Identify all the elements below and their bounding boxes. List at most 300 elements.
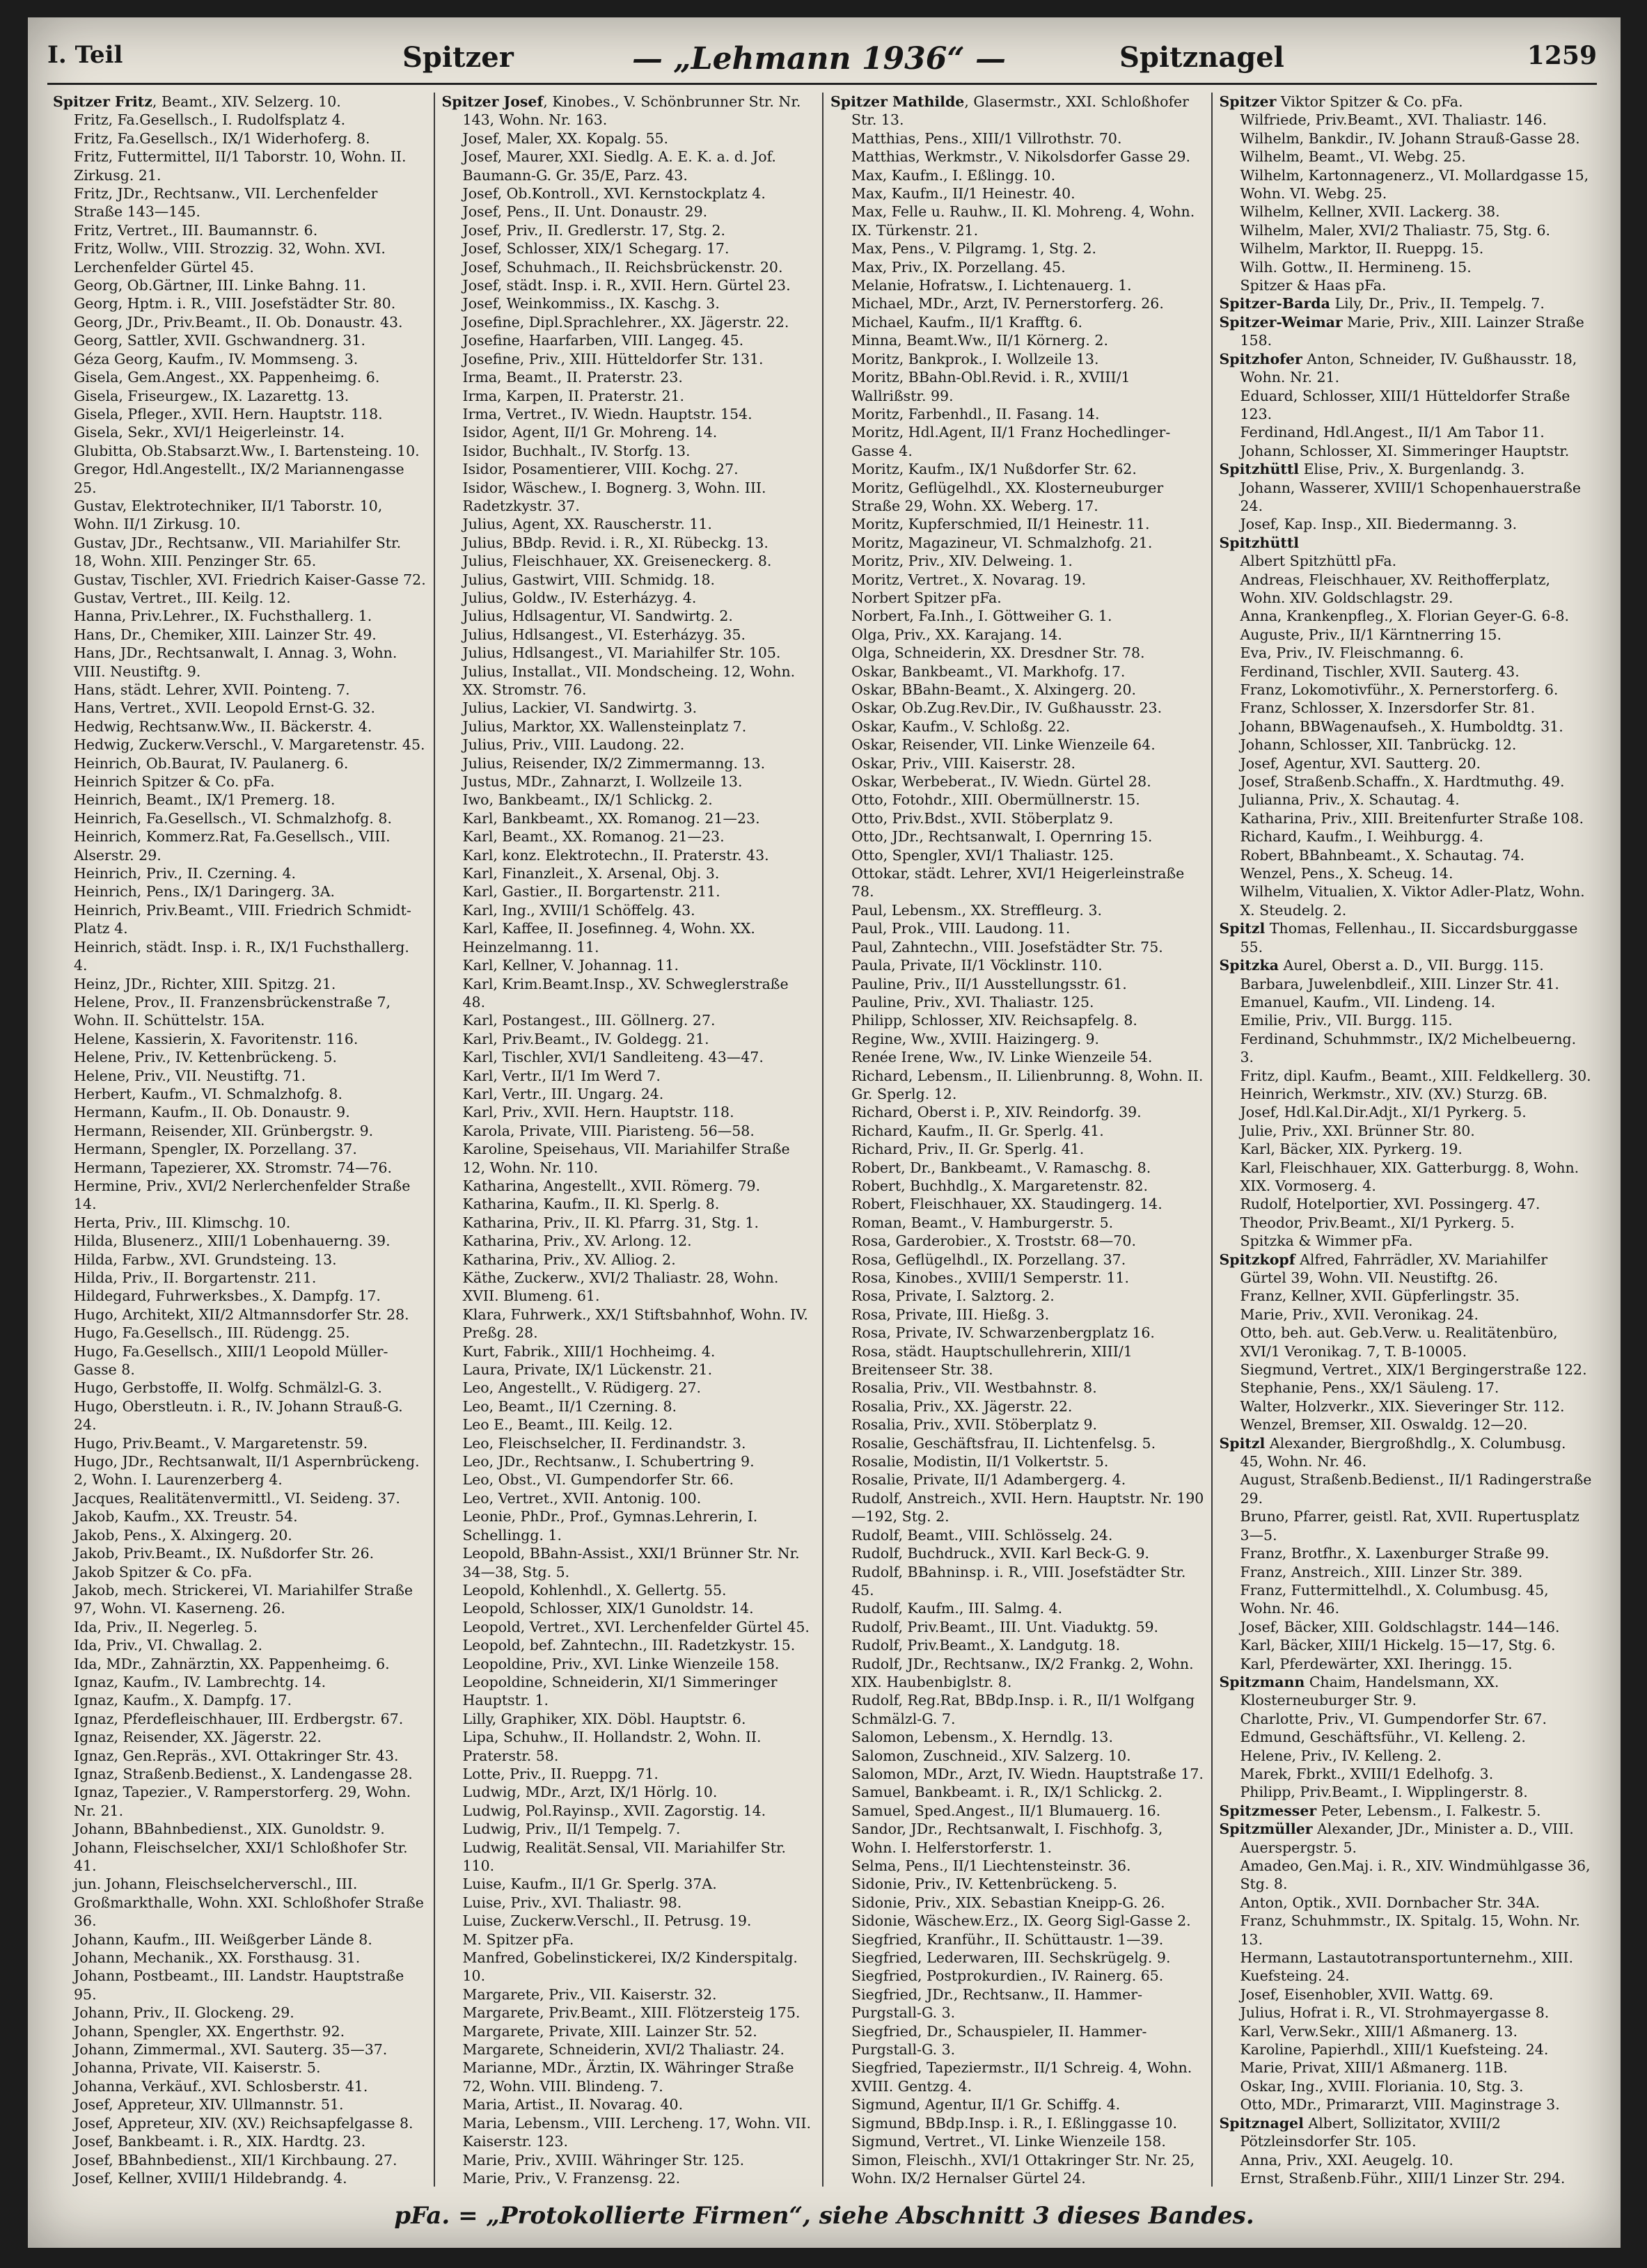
ditto-dash xyxy=(830,1802,851,1820)
ditto-dash xyxy=(442,2095,463,2114)
entry-text: Rudolf, Priv.Beamt., X. Landgutg. 18. xyxy=(851,1637,1121,1654)
entry-text: Herta, Priv., III. Klimschg. 10. xyxy=(74,1214,291,1231)
directory-entry xyxy=(851,864,1204,901)
directory-entry xyxy=(74,2132,427,2150)
entry-text: Irma, Beamt., II. Praterstr. 23. xyxy=(462,369,683,386)
entry-text: Fritz, Wollw., VIII. Strozzig. 32, Wohn. XVI. Lerchenfelder Gürtel 45. xyxy=(74,240,386,276)
entry-text: Samuel, Sped.Angest., II/1 Blumauerg. 16. xyxy=(851,1802,1161,1819)
directory-entry xyxy=(463,1397,816,1415)
ditto-dash xyxy=(830,1140,851,1158)
entry-text: Johann, Schlosser, XII. Tanbrückg. 12. xyxy=(1240,736,1517,754)
ditto-dash xyxy=(1220,846,1240,864)
ditto-dash xyxy=(53,1930,74,1949)
entry-text: Hans, Vertret., XVII. Leopold Ernst-G. 32. xyxy=(74,699,375,717)
ditto-dash xyxy=(53,699,74,717)
ditto-dash xyxy=(53,1232,74,1250)
ditto-dash xyxy=(830,258,851,276)
entry-text: Anton, Optik., XVII. Dornbacher Str. 34A. xyxy=(1240,1894,1540,1911)
directory-entry xyxy=(463,387,816,405)
directory-entry xyxy=(851,148,1204,166)
entry-text: Ignaz, Gen.Repräs., XVI. Ottakringer Str. 43. xyxy=(74,1747,399,1764)
entry-text: Wilhelm, Kartonnagenerz., VI. Mollardgasse 15, Wohn. VI. Webg. 25. xyxy=(1240,166,1589,203)
directory-entry xyxy=(1240,663,1593,681)
directory-entry xyxy=(851,1802,1204,1820)
ditto-dash xyxy=(442,919,463,937)
directory-entry xyxy=(74,1747,427,1765)
ditto-dash xyxy=(53,1820,74,1838)
directory-entry xyxy=(851,993,1204,1011)
ditto-dash xyxy=(53,221,74,239)
entry-text: Fritz, JDr., Rechtsanw., VII. Lerchenfelder Straße 143—145. xyxy=(74,185,378,221)
directory-entry xyxy=(463,699,816,717)
ditto-dash xyxy=(1220,1122,1240,1140)
entry-text: Isidor, Wäschew., I. Bognerg. 3, Wohn. III. Radetzkystr. 37. xyxy=(462,479,766,514)
entry-text: Karl, Bankbeamt., XX. Romanog. 21—23. xyxy=(462,809,760,827)
entry-text: Leonie, PhDr., Prof., Gymnas.Lehrerin, I. Schellingg. 1. xyxy=(462,1508,758,1544)
ditto-dash xyxy=(830,1232,851,1250)
ditto-dash xyxy=(830,1067,851,1085)
directory-entry xyxy=(74,1544,427,1562)
directory-entry xyxy=(463,239,816,257)
directory-entry xyxy=(74,1048,427,1066)
ditto-dash xyxy=(1220,258,1240,276)
entry-text: Hilda, Farbw., XVI. Grundsteing. 13. xyxy=(74,1251,337,1268)
entry-text: Heinrich, Ob.Baurat, IV. Paulanerg. 6. xyxy=(74,754,349,772)
entry-text: Julius, Reisender, IX/2 Zimmermanng. 13. xyxy=(462,754,766,772)
directory-entry xyxy=(1240,1397,1593,1415)
ditto-dash xyxy=(1220,1306,1240,1324)
ditto-dash xyxy=(442,901,463,919)
ditto-dash xyxy=(1220,2169,1240,2187)
ditto-dash xyxy=(53,1783,74,1801)
entry-text: Jakob, mech. Strickerei, VI. Mariahilfer Straße 97, Wohn. VI. Kaserneng. 26. xyxy=(74,1581,413,1617)
entry-text: Moritz, Kaufm., IX/1 Nußdorfer Str. 62. xyxy=(851,461,1137,478)
directory-entry xyxy=(463,1765,816,1783)
ditto-dash xyxy=(830,736,851,754)
directory-entry xyxy=(463,1452,816,1470)
directory-entry xyxy=(851,1912,1204,1930)
ditto-dash xyxy=(53,2169,74,2187)
ditto-dash xyxy=(53,644,74,662)
directory-entry xyxy=(74,681,427,699)
entry-text: Norbert Spitzer pFa. xyxy=(851,589,1002,606)
entry-text: Helene, Priv., IV. Kettenbrückeng. 5. xyxy=(74,1049,338,1066)
entry-text: Karl, Gastier., II. Borgartenstr. 211. xyxy=(462,883,720,901)
entry-text: Josefine, Dipl.Sprachlehrer., XX. Jägerstr. 22. xyxy=(462,313,789,331)
ditto-dash xyxy=(1220,1379,1240,1397)
ditto-dash xyxy=(53,1489,74,1507)
ditto-dash xyxy=(1220,2151,1240,2169)
entry-text: Rudolf, Reg.Rat, BBdp.Insp. i. R., II/1 Wolfgang Schmälzl-G. 7. xyxy=(851,1692,1195,1727)
directory-entry xyxy=(74,129,427,148)
ditto-dash xyxy=(830,1691,851,1709)
ditto-dash xyxy=(830,1526,851,1544)
ditto-dash xyxy=(442,1452,463,1470)
ditto-dash xyxy=(442,368,463,386)
entry-text: Heinz, JDr., Richter, XIII. Spitzg. 21. xyxy=(74,975,336,992)
directory-entry xyxy=(851,460,1204,478)
entry-text: Anton, Schneider, IV. Gußhausstr. 18, Wohn. Nr. 21. xyxy=(1240,350,1577,386)
entry-text: Helene, Prov., II. Franzensbrückenstraße 7, Wohn. II. Schüttelstr. 15A. xyxy=(74,993,391,1029)
ditto-dash xyxy=(830,1470,851,1489)
directory-entry xyxy=(1240,809,1593,827)
entry-text: Leopold, BBahn-Assist., XXI/1 Brünner Str. Nr. 34—38, Stg. 5. xyxy=(462,1545,800,1580)
entry-text: Max, Kaufm., II/1 Heinestr. 40. xyxy=(851,185,1075,203)
ditto-dash xyxy=(442,1048,463,1066)
directory-entry xyxy=(463,827,816,846)
directory-entry xyxy=(463,791,816,809)
entry-text: Moritz, Vertret., X. Novarag. 19. xyxy=(851,571,1087,588)
entry-text: Salomon, MDr., Arzt, IV. Wiedn. Hauptstraße 17. xyxy=(851,1765,1204,1782)
ditto-dash xyxy=(830,515,851,533)
ditto-dash xyxy=(53,901,74,919)
ditto-dash xyxy=(53,717,74,736)
ditto-dash xyxy=(442,1011,463,1029)
directory-entry xyxy=(830,93,1204,129)
entry-text: Robert, Buchhdlg., X. Margaretenstr. 82. xyxy=(851,1177,1149,1194)
entry-text: , Kinobes., V. Schönbrunner Str. Nr. 143, Wohn. Nr. 163. xyxy=(462,93,801,129)
entry-text: Wenzel, Pens., X. Scheug. 14. xyxy=(1240,865,1453,882)
entry-text: Paula, Private, II/1 Vöcklinstr. 110. xyxy=(851,957,1103,974)
directory-entry xyxy=(463,717,816,736)
directory-entry xyxy=(851,1949,1204,1967)
ditto-dash xyxy=(442,1379,463,1397)
directory-entry xyxy=(851,184,1204,203)
ditto-dash xyxy=(442,2022,463,2040)
directory-entry xyxy=(1240,1122,1593,1140)
entry-text: Karl, Bäcker, XIX. Pyrkerg. 19. xyxy=(1240,1141,1463,1158)
directory-entry xyxy=(1240,1067,1593,1085)
ditto-dash xyxy=(53,405,74,423)
entry-text: Eva, Priv., IV. Fleischmanng. 6. xyxy=(1240,644,1464,662)
directory-entry xyxy=(463,129,816,148)
directory-entry xyxy=(851,1820,1204,1857)
ditto-dash xyxy=(830,1287,851,1305)
ditto-dash xyxy=(830,1967,851,1985)
directory-entry xyxy=(74,1783,427,1820)
ditto-dash xyxy=(53,2132,74,2150)
entry-text: Siegfried, Kranführ., II. Schüttaustr. 1—39. xyxy=(851,1930,1164,1948)
entry-text: Josef, städt. Insp. i. R., XVII. Hern. Gürtel 23. xyxy=(462,277,791,294)
directory-entry xyxy=(1240,1655,1593,1673)
directory-entry xyxy=(463,901,816,919)
entry-text: Leo, Beamt., II/1 Czerning. 8. xyxy=(462,1397,677,1415)
entry-text: Otto, beh. aut. Geb.Verw. u. Realitätenbüro, XVI/1 Veronikag. 7, T. B-10005. xyxy=(1240,1324,1558,1360)
entry-text: Katharina, Priv., XV. Arlong. 12. xyxy=(462,1232,692,1250)
directory-entry xyxy=(74,2095,427,2114)
entry-text: Hugo, Architekt, XII/2 Altmannsdorfer Str. 28. xyxy=(74,1306,409,1323)
entry-text: Paul, Prok., VIII. Laudong. 11. xyxy=(851,920,1071,937)
directory-entry xyxy=(74,184,427,221)
ditto-dash xyxy=(1220,1783,1240,1801)
entry-text: Minna, Beamt.Ww., II/1 Körnerg. 2. xyxy=(851,332,1108,349)
ditto-dash xyxy=(1220,1765,1240,1783)
entry-text: Julius, Gastwirt, VIII. Schmidg. 18. xyxy=(462,571,716,588)
directory-entry xyxy=(74,607,427,625)
directory-entry xyxy=(463,1820,816,1838)
ditto-dash xyxy=(442,754,463,772)
directory-entry xyxy=(463,975,816,1012)
directory-entry xyxy=(463,148,816,184)
entry-text: Ludwig, Realität.Sensal, VII. Mariahilfer Str. 110. xyxy=(462,1839,787,1874)
directory-entry xyxy=(1219,460,1593,478)
directory-entry xyxy=(74,111,427,129)
directory-entry xyxy=(74,1251,427,1269)
ditto-dash xyxy=(442,1214,463,1232)
directory-entry xyxy=(463,1839,816,1876)
entry-text: Maria, Lebensm., VIII. Lercheng. 17, Wohn. VII. Kaiserstr. 123. xyxy=(462,2114,811,2150)
entry-text: Gustav, Tischler, XVI. Friedrich Kaiser-Gasse 72. xyxy=(74,571,426,588)
ditto-dash xyxy=(53,1379,74,1397)
entry-text: Josef, Appreteur, XIV. Ullmannstr. 51. xyxy=(74,2096,344,2114)
ditto-dash xyxy=(1220,129,1240,148)
directory-entry xyxy=(74,809,427,827)
directory-entry xyxy=(851,368,1204,405)
entry-text: Kurt, Fabrik., XIII/1 Hochheimg. 4. xyxy=(462,1342,716,1360)
directory-entry xyxy=(851,1397,1204,1415)
ditto-dash xyxy=(442,184,463,203)
directory-entry xyxy=(1219,2114,1593,2151)
directory-entry xyxy=(74,1030,427,1048)
entry-text: Wilhelm, Vitualien, X. Viktor Adler-Platz, Wohn. X. Steudelg. 2. xyxy=(1240,883,1585,919)
directory-entry xyxy=(851,515,1204,533)
directory-entry xyxy=(851,975,1204,993)
entry-text: Leo, Angestellt., V. Rüdigerg. 27. xyxy=(462,1379,702,1397)
directory-entry xyxy=(1240,148,1593,166)
directory-entry xyxy=(463,221,816,239)
directory-entry xyxy=(851,1214,1204,1232)
directory-entry xyxy=(463,258,816,276)
directory-entry xyxy=(1219,1820,1593,1857)
entry-text: Lotte, Priv., II. Rueppg. 71. xyxy=(462,1765,659,1782)
directory-entry xyxy=(851,1765,1204,1783)
entry-text: Leopold, Vertret., XVI. Lerchenfelder Gürtel 45. xyxy=(462,1618,810,1635)
entry-text: Laura, Private, IX/1 Lückenstr. 21. xyxy=(462,1361,713,1379)
entry-text: Robert, Dr., Bankbeamt., V. Ramaschg. 8. xyxy=(851,1159,1151,1176)
entry-text: Katharina, Priv., XIII. Breitenfurter Straße 108. xyxy=(1240,809,1584,827)
directory-entry xyxy=(74,1655,427,1673)
directory-entry xyxy=(851,479,1204,516)
ditto-dash xyxy=(442,717,463,736)
ditto-dash xyxy=(1220,166,1240,184)
directory-entry xyxy=(463,1269,816,1306)
directory-entry xyxy=(1240,1140,1593,1158)
directory-entry xyxy=(74,1949,427,1967)
directory-entry xyxy=(1219,1673,1593,1710)
entry-text: Julius, Hdlsangest., VI. Esterházyg. 35. xyxy=(462,626,746,643)
entry-text: Marie, Priv., XVIII. Währinger Str. 125. xyxy=(462,2151,745,2168)
entry-text: Richard, Oberst i. P., XIV. Reindorfg. 39. xyxy=(851,1104,1142,1121)
ditto-dash xyxy=(53,1581,74,1599)
entry-text: Leo E., Beamt., III. Keilg. 12. xyxy=(462,1416,673,1434)
directory-entry xyxy=(463,1912,816,1930)
directory-entry xyxy=(74,460,427,497)
directory-entry xyxy=(463,882,816,901)
directory-entry xyxy=(74,239,427,276)
ditto-dash xyxy=(830,479,851,497)
directory-entry xyxy=(463,1067,816,1085)
directory-entry xyxy=(74,1214,427,1232)
directory-entry xyxy=(851,1563,1204,1600)
entry-text: Klara, Fuhrwerk., XX/1 Stiftsbahnhof, Wohn. IV. Preßg. 28. xyxy=(462,1306,808,1342)
entry-text: Rosa, Geflügelhdl., IX. Porzellang. 37. xyxy=(851,1251,1126,1268)
ditto-dash xyxy=(1220,663,1240,681)
entry-text: Simon, Fleischh., XVI/1 Ottakringer Str. Nr. 25, Wohn. IX/2 Hernalser Gürtel 24. xyxy=(851,2151,1195,2187)
ditto-dash xyxy=(53,1140,74,1158)
entry-text: Josef, Schlosser, XIX/1 Schegarg. 17. xyxy=(462,240,730,257)
entry-text: Rosa, Private, III. Hießg. 3. xyxy=(851,1306,1050,1323)
directory-entry xyxy=(1240,1581,1593,1618)
entry-text: Isidor, Agent, II/1 Gr. Mohreng. 14. xyxy=(462,424,718,441)
directory-entry xyxy=(463,1489,816,1507)
entry-surname: Spitzmesser xyxy=(1219,1802,1317,1819)
entry-text: Karl, Verw.Sekr., XIII/1 Aßmanerg. 13. xyxy=(1240,2022,1518,2040)
directory-entry xyxy=(851,1728,1204,1746)
entry-text: Käthe, Zuckerw., XVI/2 Thaliastr. 28, Wohn. XVII. Blumeng. 61. xyxy=(462,1269,779,1305)
directory-entry xyxy=(1240,1894,1593,1912)
entry-text: Oskar, Priv., VIII. Kaiserstr. 28. xyxy=(851,754,1076,772)
ditto-dash xyxy=(442,882,463,901)
entry-surname: Spitzkopf xyxy=(1219,1251,1295,1268)
directory-entry xyxy=(851,1857,1204,1875)
ditto-dash xyxy=(1220,1030,1240,1048)
directory-entry xyxy=(1240,736,1593,754)
ditto-dash xyxy=(442,1783,463,1801)
entry-text: Michael, MDr., Arzt, IV. Pernerstorferg. 26. xyxy=(851,295,1164,312)
entry-text: Max, Kaufm., I. Eßlingg. 10. xyxy=(851,166,1056,184)
ditto-dash xyxy=(1220,203,1240,221)
entry-text: Richard, Kaufm., II. Gr. Sperlg. 41. xyxy=(851,1122,1104,1139)
ditto-dash xyxy=(53,681,74,699)
directory-entry xyxy=(74,2022,427,2040)
entry-text: Johann, BBahnbedienst., XIX. Gunoldstr. 9. xyxy=(74,1821,385,1838)
entry-text: Josef, Straßenb.Schaffn., X. Hardtmuthg. 49. xyxy=(1240,773,1565,791)
ditto-dash xyxy=(830,1048,851,1066)
ditto-dash xyxy=(442,1361,463,1379)
ditto-dash xyxy=(1220,1912,1240,1930)
directory-entry xyxy=(1240,1949,1593,1985)
ditto-dash xyxy=(442,148,463,166)
directory-entry xyxy=(851,1269,1204,1287)
ditto-dash xyxy=(830,1655,851,1673)
ditto-dash xyxy=(1220,1563,1240,1581)
ditto-dash xyxy=(442,864,463,882)
ditto-dash xyxy=(53,534,74,552)
entry-text: Spitzer & Haas pFa. xyxy=(1240,277,1387,294)
ditto-dash xyxy=(830,184,851,203)
directory-entry xyxy=(1240,221,1593,239)
directory-entry xyxy=(74,791,427,809)
entry-text: Karl, Fleischhauer, XIX. Gatterburgg. 8, Wohn. XIX. Vormoserg. 4. xyxy=(1240,1159,1579,1194)
ditto-dash xyxy=(830,1820,851,1838)
entry-columns xyxy=(46,93,1600,2187)
entry-text: Johann, Mechanik., XX. Forsthausg. 31. xyxy=(74,1949,361,1967)
entry-text: Georg, Hptm. i. R., VIII. Josefstädter Str. 80. xyxy=(74,295,396,312)
ditto-dash xyxy=(830,331,851,349)
ditto-dash xyxy=(830,1122,851,1140)
entry-text: Hermine, Priv., XVI/2 Nerlerchenfelder Straße 14. xyxy=(74,1177,411,1213)
directory-entry xyxy=(463,276,816,294)
entry-text: Wilhelm, Maler, XVI/2 Thaliastr. 75, Stg. 6. xyxy=(1240,221,1551,239)
directory-entry xyxy=(463,1342,816,1361)
entry-surname: Spitzer xyxy=(1219,93,1277,110)
entry-text: Edmund, Geschäftsführ., VI. Kelleng. 2. xyxy=(1240,1729,1526,1746)
directory-entry xyxy=(851,791,1204,809)
entry-text: Rosalie, Private, II/1 Adambergerg. 4. xyxy=(851,1471,1126,1489)
entry-text: Selma, Pens., II/1 Liechtensteinstr. 36. xyxy=(851,1857,1131,1874)
directory-entry xyxy=(1240,1470,1593,1507)
directory-entry xyxy=(463,809,816,827)
directory-entry xyxy=(74,1379,427,1397)
ditto-dash xyxy=(1220,111,1240,129)
directory-entry xyxy=(74,331,427,349)
directory-entry xyxy=(463,626,816,644)
ditto-dash xyxy=(830,919,851,937)
ditto-dash xyxy=(53,1949,74,1967)
ditto-dash xyxy=(442,534,463,552)
entry-surname: Spitzmann xyxy=(1219,1673,1305,1690)
directory-entry xyxy=(463,1636,816,1654)
ditto-dash xyxy=(53,1452,74,1470)
entry-text: Robert, Fleischhauer, XX. Staudingerg. 14. xyxy=(851,1196,1163,1213)
entry-text: Richard, Lebensm., II. Lilienbrunng. 8, Wohn. II. Gr. Sperlg. 12. xyxy=(851,1067,1204,1102)
ditto-dash xyxy=(53,2095,74,2114)
entry-text: Karl, Vertr., III. Ungarg. 24. xyxy=(462,1085,664,1102)
ditto-dash xyxy=(53,754,74,772)
directory-entry xyxy=(74,626,427,644)
directory-entry xyxy=(1219,1251,1593,1287)
directory-entry xyxy=(1240,1783,1593,1801)
directory-entry xyxy=(74,276,427,294)
entry-text: Heinrich, Kommerz.Rat, Fa.Gesellsch., VIII. Alserstr. 29. xyxy=(74,828,391,864)
ditto-dash xyxy=(830,1306,851,1324)
entry-text: Chaim, Handelsmann, XX. Klosterneuburger Str. 9. xyxy=(1240,1673,1499,1709)
entry-text: Heinrich, Werkmstr., XIV. (XV.) Sturzg. 6B. xyxy=(1240,1085,1548,1102)
ditto-dash xyxy=(442,589,463,607)
directory-entry xyxy=(1240,1232,1593,1250)
ditto-dash xyxy=(830,350,851,368)
directory-entry xyxy=(851,1967,1204,1985)
directory-entry xyxy=(1240,1544,1593,1562)
directory-entry xyxy=(74,1067,427,1085)
entry-text: Leopold, Schlosser, XIX/1 Gunoldstr. 14. xyxy=(462,1600,754,1617)
entry-text: Ignaz, Pferdefleischhauer, III. Erdbergstr. 67. xyxy=(74,1710,404,1727)
entry-text: Auguste, Priv., II/1 Kärntnerring 15. xyxy=(1240,626,1502,643)
directory-entry xyxy=(74,313,427,331)
entry-text: Rosa, Kinobes., XVIII/1 Semperstr. 11. xyxy=(851,1269,1130,1286)
directory-entry xyxy=(1240,993,1593,1011)
ditto-dash xyxy=(53,1710,74,1728)
directory-entry xyxy=(1240,882,1593,919)
directory-entry xyxy=(74,1820,427,1838)
entry-text: Rosalie, Modistin, II/1 Volkertstr. 5. xyxy=(851,1453,1109,1470)
directory-entry xyxy=(851,827,1204,846)
ditto-dash xyxy=(442,1581,463,1599)
directory-entry xyxy=(74,2059,427,2077)
directory-entry xyxy=(851,809,1204,827)
ditto-dash xyxy=(1220,1103,1240,1121)
entry-text: Wilfriede, Priv.Beamt., XVI. Thaliastr. 146. xyxy=(1240,111,1547,129)
directory-entry xyxy=(1240,479,1593,516)
ditto-dash xyxy=(53,1655,74,1673)
ditto-dash xyxy=(442,1342,463,1361)
entry-text: Leo, Fleischselcher, II. Ferdinandstr. 3. xyxy=(462,1434,746,1452)
ditto-dash xyxy=(442,809,463,827)
ditto-dash xyxy=(830,1747,851,1765)
entry-text: Georg, JDr., Priv.Beamt., II. Ob. Donaustr. 43. xyxy=(74,313,403,331)
ditto-dash xyxy=(53,1122,74,1140)
entry-text: Julie, Priv., XXI. Brünner Str. 80. xyxy=(1240,1122,1475,1139)
